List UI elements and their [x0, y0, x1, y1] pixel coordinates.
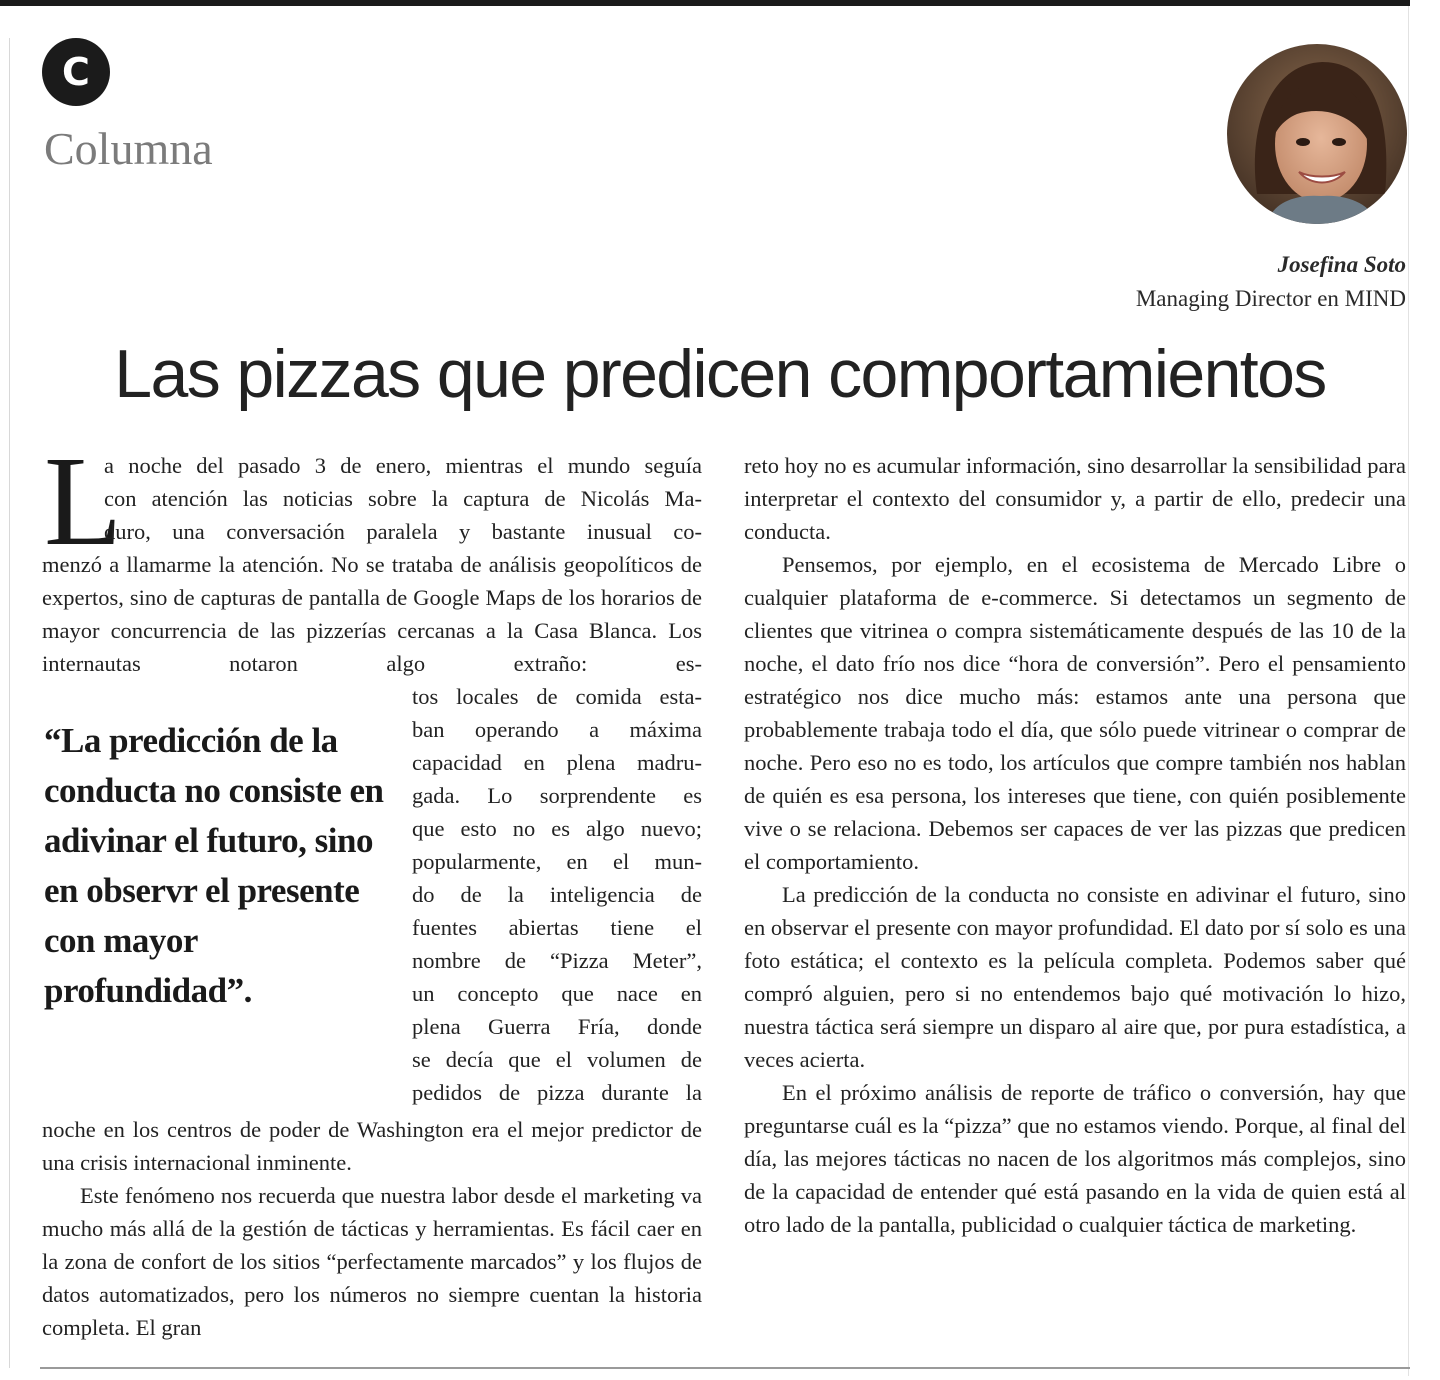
left-column-lower [42, 1113, 702, 1344]
author-name: Josefina Soto [1277, 252, 1406, 277]
narrow-line: que esto no es algo nuevo; [412, 816, 702, 841]
section-badge: C [42, 38, 110, 106]
paragraph-4: La predicción de la conducta no consiste en adivinar el futuro, sino en observar el presente con mayor profundidad. El dato por sí solo es una foto estática; el contexto es la película completa. Podemos saber qué compró alguien, pero si no entendemos bajo qué motivación lo hizo, nuestra táctica será siempre un disparo al aire que, por pura estadística, a veces acierta. [744, 882, 1406, 1072]
narrow-line: fuentes abiertas tiene el [412, 915, 702, 940]
paragraph-1-end: noche en los centros de poder de Washington era el mejor predictor de una crisis internacional inminente. [42, 1117, 702, 1175]
narrow-line: plena Guerra Fría, donde [412, 1014, 702, 1039]
author-portrait-image [1227, 44, 1407, 224]
author-role: Managing Director en MIND [1135, 286, 1406, 311]
intro-line: con atención las noticias sobre la captura de Nicolás Ma- [104, 486, 702, 511]
narrow-line: tos locales de comida esta- [412, 684, 702, 709]
author-photo [1227, 44, 1407, 224]
paragraph-3: Pensemos, por ejemplo, en el ecosistema de Mercado Libre o cualquier plataforma de e-commerce. Si detectamos un segmento de clientes que vitrinea o compra sistemáticamente después de las 10 de la noche, el dato frío nos dice “hora de conversión”. Pero el pensamiento estratégico nos dice mucho más: estamos ante una persona que probablemente trabaja todo el día, que sólo puede vitrinear o comprar de noche. Pero eso no es todo, los artículos que compre también nos hablan de quién es esa persona, los intereses que tiene, con quién posiblemente vive o se relaciona. Debemos ser capaces de ver las pizzas que predicen el comportamiento. [744, 552, 1406, 874]
left-margin-rule [9, 38, 10, 1368]
right-column [744, 449, 1406, 1241]
pull-quote: “La predicción de la conducta no consiste en adivinar el futuro, sino en observr el presente con mayor profundidad”. [44, 721, 384, 1010]
narrow-line: capacidad en plena madru- [412, 750, 702, 775]
intro-line: duro, una conversación paralela y bastante inusual co- [104, 519, 702, 544]
narrow-line: nombre de “Pizza Meter”, [412, 948, 702, 973]
intro-lines [104, 449, 702, 548]
drop-cap: L [44, 430, 123, 572]
headline: Las pizzas que predicen comportamientos [114, 336, 1326, 412]
narrow-line: gada. Lo sorprendente es [412, 783, 702, 808]
bottom-rule [40, 1367, 1410, 1369]
top-rule [0, 0, 1410, 6]
paragraph-1-wide [42, 548, 702, 680]
narrow-line: pedidos de pizza durante la [412, 1080, 702, 1105]
narrow-line: popularmente, en el mun- [412, 849, 702, 874]
intro-line: a noche del pasado 3 de enero, mientras el mundo seguía [104, 453, 702, 478]
right-margin-rule [1408, 6, 1409, 1376]
narrow-line: se decía que el volumen de [412, 1047, 702, 1072]
narrow-line: un concepto que nace en [412, 981, 702, 1006]
paragraph-5: En el próximo análisis de reporte de tráfico o conversión, hay que preguntarse cuál es la “pizza” que no estamos viendo. Porque, al final del día, las mejores tácticas no nacen de los algoritmos más complejos, sino de la capacidad de entender qué está pasando en la vida de quien está al otro lado de la pantalla, publicidad o cualquier táctica de marketing. [744, 1080, 1406, 1237]
narrow-line: ban operando a máxima [412, 717, 702, 742]
section-label: Columna [44, 123, 213, 174]
paragraph-2-continued: reto hoy no es acumular información, sino desarrollar la sensibilidad para interpretar el contexto del consumidor y, a partir de ello, predecir una conducta. [744, 453, 1406, 544]
paragraph-text: menzó a llamarme la atención. No se trataba de análisis geopolíticos de expertos, sino de capturas de pantalla de Google Maps de los horarios de mayor concurrencia de las pizzerías cercanas a la Casa Blanca. Los internautas notaron algo extraño: es- [42, 552, 702, 676]
narrow-line: do de la inteligencia de [412, 882, 702, 907]
paragraph-2: Este fenómeno nos recuerda que nuestra labor desde el marketing va mucho más allá de la gestión de tácticas y herramientas. Es fácil caer en la zona de confort de los sitios “perfectamente marcados” y los flujos de datos automatizados, pero los números no siempre cuentan la historia completa. El gran [42, 1183, 702, 1340]
paragraph-1-narrow [412, 680, 702, 1109]
